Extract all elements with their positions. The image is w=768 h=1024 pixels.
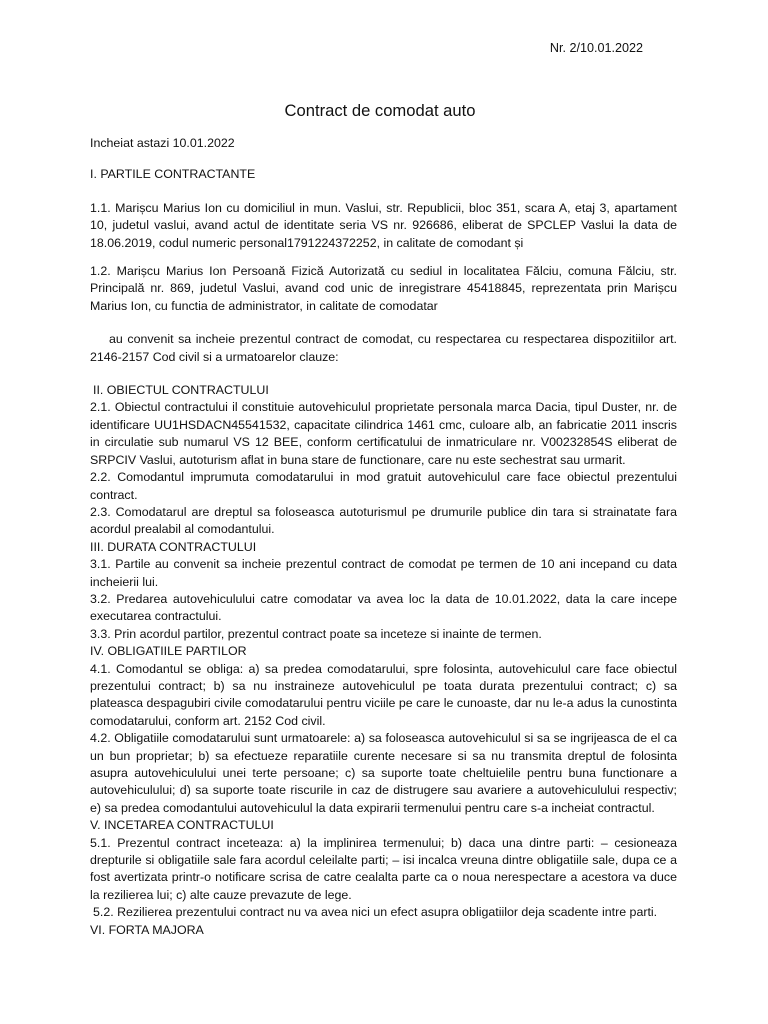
section-heading-parties: I. PARTILE CONTRACTANTE xyxy=(90,167,256,182)
agreement-paragraph: au convenit sa incheie prezentul contract de comodat, cu respectarea cu respectarea dispozitiilor art. 2146-2157 Cod civil si a urmatoarelor clauze: xyxy=(90,332,677,364)
section-heading-duration: III. DURATA CONTRACTULUI xyxy=(90,539,257,554)
document-number: Nr. 2/10.01.2022 xyxy=(549,41,643,55)
section-heading-obligations: IV. OBLIGATIILE PARTILOR xyxy=(90,644,247,659)
clause-3-2: 3.2. Predarea autovehiculului catre comodatar va avea loc la data de 10.01.2022, data la care incepe executarea contractului. xyxy=(90,591,677,624)
clause-4-2: 4.2. Obligatiile comodatarului sunt urmatoarele: a) sa foloseasca autovehiculul si sa se ingrijeasca de el ca un bun proprietar; b) sa efectueze reparatiile curente necesare si sa nu transmita dreptul de folosinta asupra autovehiculului unei terte persoane; c) sa suporte toate cheltuielile pentru buna functionare a autovehiculului; d) sa suporte toate riscurile in caz de distrugere sau avariere a autovehiculului respectiv; e) sa predea comodantului autovehiculul la data expirarii termenului pentru care s-a incheiat contractul. xyxy=(90,731,677,815)
clause-2-2: 2.2. Comodantul imprumuta comodatarului in mod gratuit autovehiculul care face obiectul prezentului contract. xyxy=(90,470,677,502)
clause-5-1: 5.1. Prezentul contract inceteaza: a) la implinirea termenului; b) daca una dintre parti: – cesioneaza drepturile si obligatiile sale fara acordul celeilalte parti; – isi incalca vreuna dintre obligatiile sale, dupa ce a fost avertizata printr-o notificare scrisa de catre cealalta parte ca o noua nerespectare a acestora va duce la rezilierea lui; c) alte cauze prevazute de lege. xyxy=(90,835,677,902)
clause-2-3: 2.3. Comodatarul are dreptul sa foloseasca autoturismul pe drumurile publice din tara si strainatate fara acordul prealabil al comodantului. xyxy=(90,504,677,537)
clause-3-1: 3.1. Partile au convenit sa incheie prezentul contract de comodat pe termen de 10 ani incepand cu data incheierii lui. xyxy=(90,557,677,589)
document-body xyxy=(90,135,677,939)
document-title: Contract de comodat auto xyxy=(284,101,476,120)
section-heading-force-majeure: VI. FORTA MAJORA xyxy=(90,922,204,937)
date-line: Incheiat astazi 10.01.2022 xyxy=(90,136,235,150)
clause-1-1: 1.1. Marișcu Marius Ion cu domiciliul in mun. Vaslui, str. Republicii, bloc 351, scara A, etaj 3, apartament 10, judetul vaslui, avand actul de identitate seria VS nr. 926686, eliberat de SPCLEP Vaslui la data de 18.06.2019, codul numeric personal1791224372252, in calitate de comodant și xyxy=(90,200,677,250)
clause-3-3: 3.3. Prin acordul partilor, prezentul contract poate sa inceteze si inainte de termen. xyxy=(90,626,542,641)
section-heading-object: II. OBIECTUL CONTRACTULUI xyxy=(93,383,269,398)
section-heading-termination: V. INCETAREA CONTRACTULUI xyxy=(90,818,274,833)
clause-2-1: 2.1. Obiectul contractului il constituie autovehiculul proprietate personala marca Dacia, tipul Duster, nr. de identificare UU1HSDACN45541532, capacitate cilindrica 1461 cmc, culoare alb, an fabricatie 2011 inscris in circulatie sub numarul VS 12 BEE, conform certificatului de inmatriculare nr. V00232854S eliberat de SRPCIV Vaslui, autoturism aflat in buna stare de functionare, care nu este sechestrat sau urmarit. xyxy=(90,400,677,467)
clause-5-2: 5.2. Rezilierea prezentului contract nu va avea nici un efect asupra obligatiilor deja scadente intre parti. xyxy=(93,905,658,920)
clause-1-2: 1.2. Marișcu Marius Ion Persoană Fizică Autorizată cu sediul in localitatea Fălciu, comuna Fălciu, str. Principală nr. 869, judetul Vaslui, avand cod unic de inregistrare 45418845, reprezentata prin Marișcu Marius Ion, cu functia de administrator, in calitate de comodatar xyxy=(90,264,677,313)
clause-4-1: 4.1. Comodantul se obliga: a) sa predea comodatarului, spre folosinta, autovehiculul care face obiectul prezentului contract; b) sa nu instraineze autovehiculul pe toata durata prezentului contract; c) sa plateasca despagubiri civile comodatarului pentru viciile pe care le cunoaste, dar nu le-a adus la cunostinta comodatarului, conform art. 2152 Cod civil. xyxy=(90,661,677,728)
